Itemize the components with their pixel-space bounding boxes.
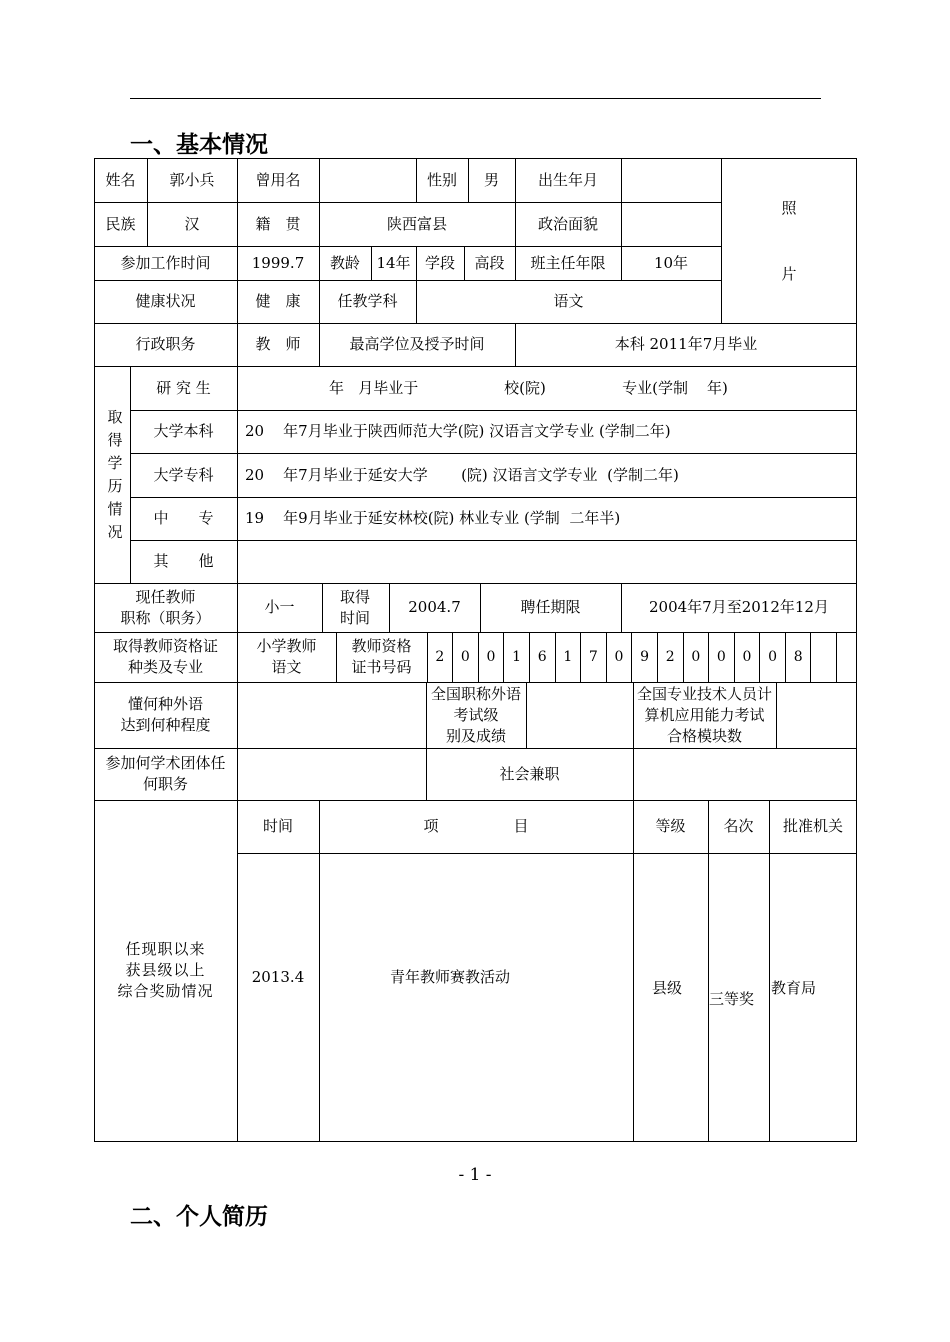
awards-header-authority: 批准机关 [782, 817, 843, 835]
head-teacher-value: 10年 [653, 253, 689, 272]
edu-label-college: 大学专科 [153, 465, 214, 484]
academic-society-label: 参加何学术团体任 何职务 [105, 754, 226, 793]
language-exam-value [526, 682, 633, 748]
edu-label-other: 其 他 [153, 552, 214, 570]
awards-side-label: 任现职以来 获县级以上 综合奖励情况 [117, 940, 214, 1000]
part-time-label: 社会兼职 [499, 764, 560, 783]
gender-value: 男 [483, 170, 499, 189]
alias-value [319, 158, 416, 202]
edu-value-other [237, 540, 857, 583]
employ-period-label: 聘任期限 [520, 598, 581, 616]
stage-value: 高段 [474, 253, 505, 272]
teacher-title-value: 小一 [264, 598, 295, 616]
obtain-time-label: 取得 时间 [340, 587, 371, 627]
foreign-language-label: 懂何种外语 达到何种程度 [120, 695, 211, 734]
teacher-title-label: 现任教师 职称（职务） [120, 587, 211, 627]
admin-post-label: 行政职务 [135, 335, 196, 353]
section-title-basic: 一、基本情况 [130, 132, 268, 158]
photo-char-2: 片 [781, 264, 797, 283]
section-title-resume: 二、个人简历 [130, 1204, 268, 1230]
cert-digit-cell: 0 [691, 648, 701, 665]
edu-value-technical: 19 年9月毕业于延安林校(院) 林业专业 (学制 二年半) [245, 509, 621, 527]
ethnic-value: 汉 [184, 214, 200, 233]
political-value [621, 202, 721, 246]
alias-label: 曾用名 [255, 170, 301, 189]
ethnic-label: 民族 [105, 214, 136, 233]
edu-value-graduate: 年 月毕业于 校(院) 专业(学制 年) [329, 378, 728, 397]
awards-header-level: 等级 [655, 817, 686, 835]
cert-digit-cell: 0 [614, 648, 624, 665]
education-side-label: 取得学历情况 [107, 407, 123, 541]
computer-exam-value [776, 682, 857, 748]
origin-label: 籍 贯 [255, 214, 301, 233]
awards-header-item: 项 目 [423, 817, 529, 835]
cert-digit-cell: 9 [640, 648, 650, 665]
cert-digit-cell: 6 [537, 648, 547, 665]
work-start-label: 参加工作时间 [120, 253, 211, 272]
stage-label: 学段 [424, 253, 455, 272]
cert-number-label: 教师资格 证书号码 [351, 637, 412, 676]
edu-label-graduate: 研 究 生 [156, 378, 211, 397]
cert-digit-cell: 7 [588, 648, 598, 665]
admin-post-value: 教 师 [255, 335, 301, 353]
health-label: 健康状况 [135, 292, 196, 310]
birth-value [621, 158, 721, 202]
political-label: 政治面貌 [537, 214, 598, 233]
foreign-language-value [237, 682, 426, 748]
page-number: - 1 - [458, 1165, 492, 1185]
award-item: 青年教师赛教活动 [389, 967, 510, 986]
award-rank: 三等奖 [709, 989, 755, 1008]
part-time-value [633, 748, 857, 800]
work-start-value: 1999.7 [251, 253, 305, 272]
cert-digit-cell: 0 [742, 648, 752, 665]
tenure-value: 14年 [376, 253, 411, 272]
computer-exam-label: 全国专业技术人员计 算机应用能力考试 合格模块数 [636, 684, 772, 745]
degree-value: 本科 2011年7月毕业 [614, 335, 758, 353]
cert-digit-cell: 0 [768, 648, 778, 665]
edu-label-technical: 中 专 [153, 509, 214, 527]
obtain-time-value: 2004.7 [408, 598, 461, 616]
name-value: 郭小兵 [169, 170, 215, 189]
cert-digit-cell [811, 632, 837, 682]
cert-digit-cell [837, 632, 863, 682]
birth-label: 出生年月 [537, 170, 598, 189]
cert-digit-cell: 0 [716, 648, 726, 665]
academic-society-value [237, 748, 426, 800]
subject-label: 任教学科 [337, 292, 398, 310]
tenure-label: 教龄 [329, 253, 360, 272]
award-level: 县级 [651, 978, 682, 997]
degree-label: 最高学位及授予时间 [349, 335, 485, 353]
cert-digit-cell: 0 [486, 648, 496, 665]
awards-header-rank: 名次 [723, 817, 754, 835]
cert-digit-cell: 8 [793, 648, 803, 665]
employ-period-value: 2004年7月至2012年12月 [649, 598, 829, 616]
head-teacher-label: 班主任年限 [530, 253, 606, 272]
edu-value-college: 20 年7月毕业于延安大学 (院) 汉语言文学专业 (学制二年) [245, 465, 679, 484]
cert-digit-cell: 1 [563, 648, 573, 665]
cert-digit-cell: 2 [665, 648, 675, 665]
cert-digit-cell: 1 [512, 648, 522, 665]
subject-value: 语文 [553, 292, 584, 310]
gender-label: 性别 [426, 170, 457, 189]
award-time: 2013.4 [251, 967, 305, 986]
cert-digit-cell: 0 [460, 648, 470, 665]
cert-type-value: 小学教师 语文 [256, 637, 317, 676]
cert-type-label: 取得教师资格证 种类及专业 [112, 637, 218, 676]
photo-char-1: 照 [781, 198, 797, 217]
name-label: 姓名 [105, 170, 136, 189]
language-exam-label: 全国职称外语 考试级 别及成绩 [430, 684, 521, 745]
origin-value: 陕西富县 [386, 214, 447, 233]
edu-label-bachelor: 大学本科 [153, 422, 214, 440]
cert-digit-cell: 2 [435, 648, 445, 665]
award-authority: 教育局 [771, 978, 817, 997]
edu-value-bachelor: 20 年7月毕业于陕西师范大学(院) 汉语言文学专业 (学制二年) [245, 422, 671, 440]
health-value: 健 康 [255, 292, 301, 310]
awards-header-time: 时间 [262, 817, 293, 835]
